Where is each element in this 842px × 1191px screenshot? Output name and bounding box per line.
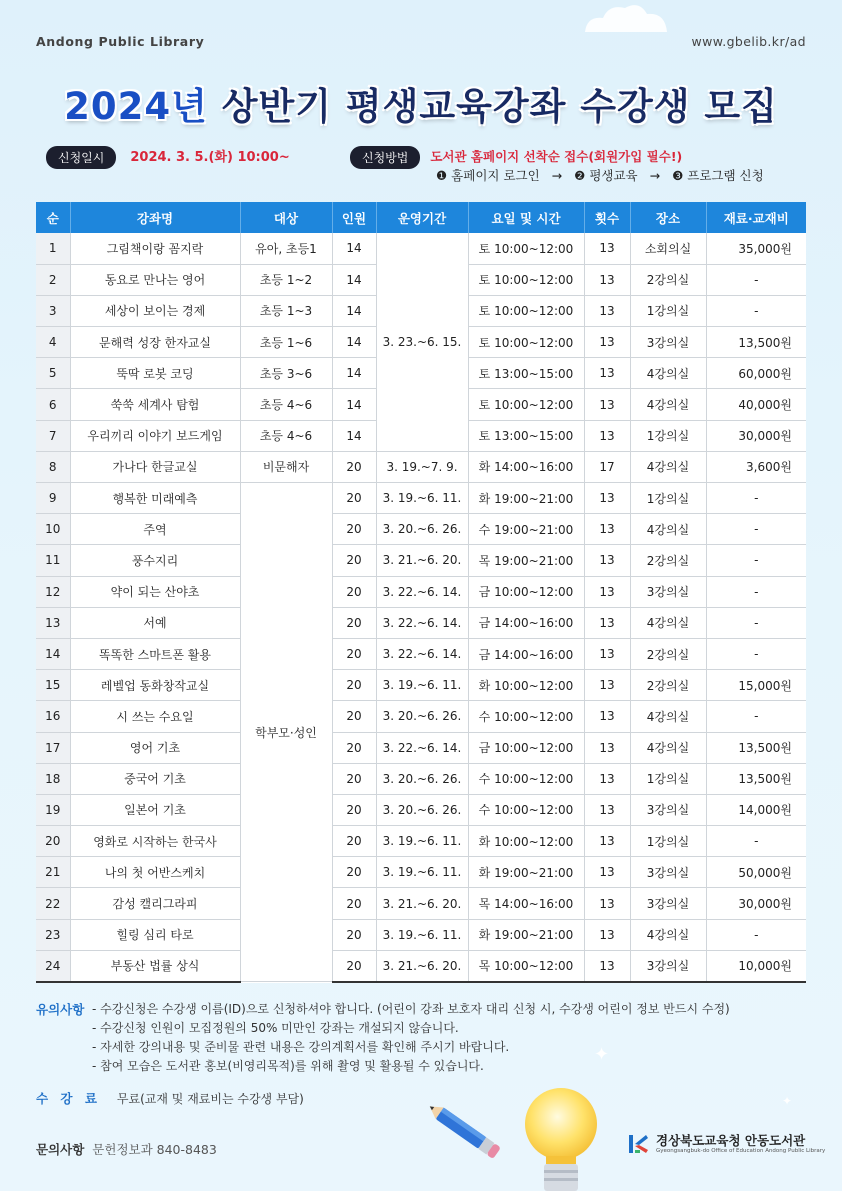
cell-count: 13 <box>584 607 630 638</box>
cell-period: 3. 21.~6. 20. <box>376 888 468 919</box>
cell-fee: - <box>706 483 806 514</box>
table-row <box>36 607 806 638</box>
table-row <box>36 514 806 545</box>
cell-place: 소회의실 <box>630 233 706 264</box>
website-url[interactable]: www.gbelib.kr/ad <box>691 34 806 49</box>
cell-period: 3. 22.~6. 14. <box>376 732 468 763</box>
cell-course-name: 나의 첫 어반스케치 <box>70 857 240 888</box>
cell-no: 20 <box>36 826 70 857</box>
table-row <box>36 794 806 825</box>
header-capacity: 인원 <box>332 202 376 233</box>
cell-target: 초등 1~6 <box>240 327 332 358</box>
cell-count: 13 <box>584 327 630 358</box>
cell-course-name: 풍수지리 <box>70 545 240 576</box>
cell-capacity: 20 <box>332 732 376 763</box>
arrow-icon: → <box>649 168 661 183</box>
cell-period: 3. 22.~6. 14. <box>376 638 468 669</box>
cell-count: 13 <box>584 670 630 701</box>
cell-fee: 13,500원 <box>706 732 806 763</box>
header-name: 강좌명 <box>70 202 240 233</box>
cell-target: 비문해자 <box>240 451 332 482</box>
cell-time: 토 10:00~12:00 <box>468 327 584 358</box>
cell-fee: - <box>706 545 806 576</box>
cell-target: 초등 1~2 <box>240 264 332 295</box>
table-row <box>36 451 806 482</box>
cell-period: 3. 22.~6. 14. <box>376 576 468 607</box>
cell-course-name: 문해력 성장 한자교실 <box>70 327 240 358</box>
table-row <box>36 857 806 888</box>
cell-count: 13 <box>584 576 630 607</box>
cell-capacity: 20 <box>332 763 376 794</box>
cell-capacity: 20 <box>332 638 376 669</box>
step-3: ❸ 프로그램 신청 <box>672 168 764 183</box>
cell-count: 13 <box>584 264 630 295</box>
cell-place: 3강의실 <box>630 888 706 919</box>
cell-time: 화 19:00~21:00 <box>468 483 584 514</box>
note-item: - 수강신청 인원이 모집정원의 50% 미만인 강좌는 개설되지 않습니다. <box>92 1021 459 1035</box>
cell-target: 초등 4~6 <box>240 420 332 451</box>
cell-count: 13 <box>584 233 630 264</box>
cell-count: 13 <box>584 483 630 514</box>
cell-capacity: 20 <box>332 607 376 638</box>
library-logo-icon <box>626 1132 650 1156</box>
cell-count: 13 <box>584 514 630 545</box>
table-row <box>36 950 806 981</box>
cell-capacity: 20 <box>332 826 376 857</box>
cell-period: 3. 20.~6. 26. <box>376 794 468 825</box>
cell-count: 13 <box>584 888 630 919</box>
cell-fee: 30,000원 <box>706 888 806 919</box>
cell-capacity: 20 <box>332 888 376 919</box>
pencil-icon <box>420 1096 510 1166</box>
cell-time: 목 10:00~12:00 <box>468 950 584 981</box>
contact-label: 문의사항 <box>36 1142 85 1157</box>
cell-count: 13 <box>584 950 630 981</box>
cell-course-name: 영어 기초 <box>70 732 240 763</box>
cell-no: 23 <box>36 919 70 950</box>
sparkle-icon: ✦ <box>594 1044 610 1065</box>
cell-capacity: 20 <box>332 545 376 576</box>
cell-course-name: 서예 <box>70 607 240 638</box>
cell-time: 금 14:00~16:00 <box>468 607 584 638</box>
cell-time: 토 10:00~12:00 <box>468 233 584 264</box>
cell-count: 13 <box>584 701 630 732</box>
cell-period: 3. 22.~6. 14. <box>376 607 468 638</box>
cell-period: 3. 19.~6. 11. <box>376 857 468 888</box>
cloud-decoration <box>575 0 675 32</box>
table-row <box>36 701 806 732</box>
cell-fee: 15,000원 <box>706 670 806 701</box>
cell-capacity: 20 <box>332 483 376 514</box>
cell-no: 9 <box>36 483 70 514</box>
cell-no: 2 <box>36 264 70 295</box>
cell-period: 3. 20.~6. 26. <box>376 701 468 732</box>
table-row <box>36 888 806 919</box>
cell-course-name: 부동산 법률 상식 <box>70 950 240 981</box>
cell-no: 17 <box>36 732 70 763</box>
table-row <box>36 763 806 794</box>
cell-course-name: 쑥쑥 세계사 탐험 <box>70 389 240 420</box>
cell-course-name: 뚝딱 로봇 코딩 <box>70 358 240 389</box>
cell-no: 13 <box>36 607 70 638</box>
cell-time: 수 10:00~12:00 <box>468 794 584 825</box>
cell-time: 목 14:00~16:00 <box>468 888 584 919</box>
cell-place: 1강의실 <box>630 483 706 514</box>
cell-capacity: 20 <box>332 919 376 950</box>
cell-place: 3강의실 <box>630 950 706 981</box>
cell-fee: 40,000원 <box>706 389 806 420</box>
cell-count: 13 <box>584 545 630 576</box>
cell-place: 3강의실 <box>630 327 706 358</box>
cell-period: 3. 19.~7. 9. <box>376 451 468 482</box>
cell-period: 3. 19.~6. 11. <box>376 483 468 514</box>
cell-time: 토 10:00~12:00 <box>468 295 584 326</box>
step-1: ❶ 홈페이지 로그인 <box>436 168 540 183</box>
header-place: 장소 <box>630 202 706 233</box>
cell-fee: - <box>706 514 806 545</box>
cell-course-name: 행복한 미래예측 <box>70 483 240 514</box>
cell-capacity: 14 <box>332 233 376 264</box>
cell-place: 3강의실 <box>630 857 706 888</box>
table-header-row <box>36 202 806 233</box>
cell-time: 화 19:00~21:00 <box>468 857 584 888</box>
table-row <box>36 919 806 950</box>
cell-target: 초등 4~6 <box>240 389 332 420</box>
cell-place: 2강의실 <box>630 264 706 295</box>
cell-period: 3. 19.~6. 11. <box>376 670 468 701</box>
cell-place: 1강의실 <box>630 295 706 326</box>
cell-count: 13 <box>584 794 630 825</box>
cell-time: 토 13:00~15:00 <box>468 420 584 451</box>
fee-info <box>36 1089 304 1107</box>
method-label: 신청방법 <box>350 146 420 169</box>
cell-course-name: 그림책이랑 꼼지락 <box>70 233 240 264</box>
cell-no: 6 <box>36 389 70 420</box>
application-date <box>46 146 290 169</box>
cell-target-group: 학부모·성인 <box>240 483 332 982</box>
cell-fee: - <box>706 701 806 732</box>
arrow-icon: → <box>551 168 563 183</box>
cell-no: 19 <box>36 794 70 825</box>
cell-count: 13 <box>584 638 630 669</box>
cell-time: 수 10:00~12:00 <box>468 701 584 732</box>
cell-course-name: 똑똑한 스마트폰 활용 <box>70 638 240 669</box>
header-no: 순 <box>36 202 70 233</box>
cell-fee: 30,000원 <box>706 420 806 451</box>
cell-time: 목 19:00~21:00 <box>468 545 584 576</box>
cell-place: 1강의실 <box>630 826 706 857</box>
library-name: 경상북도교육청 안동도서관 <box>656 1133 806 1148</box>
cell-count: 13 <box>584 763 630 794</box>
cell-time: 화 14:00~16:00 <box>468 451 584 482</box>
org-name: Andong Public Library <box>36 34 205 49</box>
cell-place: 2강의실 <box>630 638 706 669</box>
top-bar <box>36 34 806 52</box>
table-row <box>36 732 806 763</box>
cell-capacity: 14 <box>332 389 376 420</box>
table-row <box>36 670 806 701</box>
cell-course-name: 세상이 보이는 경제 <box>70 295 240 326</box>
cell-course-name: 시 쓰는 수요일 <box>70 701 240 732</box>
cell-course-name: 동요로 만나는 영어 <box>70 264 240 295</box>
cell-no: 14 <box>36 638 70 669</box>
cell-period: 3. 21.~6. 20. <box>376 545 468 576</box>
cell-fee: 14,000원 <box>706 794 806 825</box>
cell-place: 4강의실 <box>630 514 706 545</box>
cell-no: 1 <box>36 233 70 264</box>
library-name-en: Gyeongsangbuk-do Office of Education Andong Public Library <box>656 1148 826 1154</box>
cell-period-group: 3. 23.~6. 15. <box>376 233 468 451</box>
cell-count: 17 <box>584 451 630 482</box>
cell-capacity: 20 <box>332 576 376 607</box>
cell-course-name: 중국어 기초 <box>70 763 240 794</box>
cell-capacity: 20 <box>332 451 376 482</box>
cell-fee: - <box>706 576 806 607</box>
cell-period: 3. 19.~6. 11. <box>376 919 468 950</box>
header-target: 대상 <box>240 202 332 233</box>
cell-no: 10 <box>36 514 70 545</box>
cell-course-name: 일본어 기초 <box>70 794 240 825</box>
table-row <box>36 638 806 669</box>
cell-time: 수 10:00~12:00 <box>468 763 584 794</box>
cell-no: 11 <box>36 545 70 576</box>
cell-place: 4강의실 <box>630 607 706 638</box>
notes-label: 유의사항 <box>36 1002 85 1017</box>
cell-course-name: 주역 <box>70 514 240 545</box>
cell-period: 3. 21.~6. 20. <box>376 950 468 981</box>
header-fee: 재료·교재비 <box>706 202 806 233</box>
cell-count: 13 <box>584 389 630 420</box>
note-item: - 참여 모습은 도서관 홍보(비영리목적)를 위해 촬영 및 활용될 수 있습니다. <box>92 1059 484 1073</box>
cell-capacity: 20 <box>332 950 376 981</box>
header-time: 요일 및 시간 <box>468 202 584 233</box>
cell-fee: - <box>706 607 806 638</box>
title-year: 2024년 <box>64 85 208 128</box>
cell-time: 금 10:00~12:00 <box>468 576 584 607</box>
cell-count: 13 <box>584 358 630 389</box>
cell-count: 13 <box>584 295 630 326</box>
cell-fee: 10,000원 <box>706 950 806 981</box>
header-count: 횟수 <box>584 202 630 233</box>
cell-count: 13 <box>584 732 630 763</box>
cell-no: 18 <box>36 763 70 794</box>
cell-time: 금 14:00~16:00 <box>468 638 584 669</box>
cell-fee: 60,000원 <box>706 358 806 389</box>
cell-no: 24 <box>36 950 70 981</box>
cell-fee: 35,000원 <box>706 233 806 264</box>
note-item: - 수강신청은 수강생 이름(ID)으로 신청하셔야 합니다. (어린이 강좌 보호자 대리 신청 시, 수강생 어린이 정보 반드시 수정) <box>92 1002 730 1016</box>
cell-fee: - <box>706 826 806 857</box>
cell-no: 4 <box>36 327 70 358</box>
table-row <box>36 233 806 264</box>
cell-time: 금 10:00~12:00 <box>468 732 584 763</box>
cell-capacity: 14 <box>332 295 376 326</box>
cell-target: 유아, 초등1 <box>240 233 332 264</box>
notes-list <box>92 1000 730 1076</box>
cell-place: 4강의실 <box>630 919 706 950</box>
fee-label: 수 강 료 <box>36 1091 101 1106</box>
table-row <box>36 826 806 857</box>
application-steps <box>436 166 764 184</box>
cell-no: 5 <box>36 358 70 389</box>
cell-fee: 13,500원 <box>706 327 806 358</box>
cell-course-name: 레벨업 동화창작교실 <box>70 670 240 701</box>
header-period: 운영기간 <box>376 202 468 233</box>
cell-capacity: 14 <box>332 264 376 295</box>
contact-value: 문헌정보과 840-8483 <box>92 1142 217 1157</box>
cell-place: 4강의실 <box>630 732 706 763</box>
date-label: 신청일시 <box>46 146 116 169</box>
cell-no: 3 <box>36 295 70 326</box>
method-value: 도서관 홈페이지 선착순 접수(회원가입 필수!) <box>430 149 683 164</box>
cell-place: 1강의실 <box>630 420 706 451</box>
note-item: - 자세한 강의내용 및 준비물 관련 내용은 강의계획서를 확인해 주시기 바랍니다. <box>92 1040 510 1054</box>
cell-no: 22 <box>36 888 70 919</box>
cell-time: 수 19:00~21:00 <box>468 514 584 545</box>
cell-course-name: 감성 캘리그라피 <box>70 888 240 919</box>
cell-no: 15 <box>36 670 70 701</box>
cell-time: 토 10:00~12:00 <box>468 389 584 420</box>
cell-capacity: 14 <box>332 358 376 389</box>
cell-fee: - <box>706 295 806 326</box>
cell-capacity: 14 <box>332 420 376 451</box>
cell-time: 토 10:00~12:00 <box>468 264 584 295</box>
cell-place: 2강의실 <box>630 670 706 701</box>
cell-place: 4강의실 <box>630 451 706 482</box>
cell-period: 3. 19.~6. 11. <box>376 826 468 857</box>
cell-fee: - <box>706 919 806 950</box>
cell-fee: 3,600원 <box>706 451 806 482</box>
table-row <box>36 483 806 514</box>
cell-time: 화 10:00~12:00 <box>468 826 584 857</box>
cell-fee: - <box>706 264 806 295</box>
cell-place: 3강의실 <box>630 794 706 825</box>
cell-fee: - <box>706 638 806 669</box>
cell-time: 화 19:00~21:00 <box>468 919 584 950</box>
cell-fee: 50,000원 <box>706 857 806 888</box>
cell-time: 화 10:00~12:00 <box>468 670 584 701</box>
cell-capacity: 20 <box>332 857 376 888</box>
cell-no: 16 <box>36 701 70 732</box>
cell-no: 7 <box>36 420 70 451</box>
page-title <box>0 76 842 130</box>
sparkle-icon: ✦ <box>782 1094 793 1108</box>
cell-place: 2강의실 <box>630 545 706 576</box>
cell-capacity: 20 <box>332 701 376 732</box>
cell-place: 4강의실 <box>630 358 706 389</box>
cell-capacity: 20 <box>332 670 376 701</box>
table-row <box>36 576 806 607</box>
course-table <box>36 202 806 983</box>
cell-course-name: 약이 되는 산야초 <box>70 576 240 607</box>
cell-target: 초등 1~3 <box>240 295 332 326</box>
table-row <box>36 545 806 576</box>
contact-info <box>36 1140 217 1158</box>
cell-count: 13 <box>584 919 630 950</box>
cell-period: 3. 20.~6. 26. <box>376 763 468 794</box>
cell-place: 4강의실 <box>630 701 706 732</box>
cell-course-name: 영화로 시작하는 한국사 <box>70 826 240 857</box>
cell-no: 21 <box>36 857 70 888</box>
cell-place: 4강의실 <box>630 389 706 420</box>
cell-count: 13 <box>584 826 630 857</box>
cell-time: 토 13:00~15:00 <box>468 358 584 389</box>
cell-count: 13 <box>584 420 630 451</box>
date-value: 2024. 3. 5.(화) 10:00~ <box>130 150 290 165</box>
step-2: ❷ 평생교육 <box>574 168 638 183</box>
cell-no: 12 <box>36 576 70 607</box>
fee-value: 무료(교재 및 재료비는 수강생 부담) <box>116 1092 304 1106</box>
cell-place: 3강의실 <box>630 576 706 607</box>
cell-capacity: 20 <box>332 794 376 825</box>
light-bulb-icon <box>516 1080 606 1191</box>
cell-capacity: 14 <box>332 327 376 358</box>
cell-course-name: 가나다 한글교실 <box>70 451 240 482</box>
title-text: 상반기 평생교육강좌 수강생 모집 <box>207 85 778 128</box>
cell-course-name: 우리끼리 이야기 보드게임 <box>70 420 240 451</box>
cell-place: 1강의실 <box>630 763 706 794</box>
cell-no: 8 <box>36 451 70 482</box>
library-logo <box>626 1130 826 1160</box>
cell-period: 3. 20.~6. 26. <box>376 514 468 545</box>
cell-target: 초등 3~6 <box>240 358 332 389</box>
cell-course-name: 힐링 심리 타로 <box>70 919 240 950</box>
cell-fee: 13,500원 <box>706 763 806 794</box>
cell-capacity: 20 <box>332 514 376 545</box>
cell-count: 13 <box>584 857 630 888</box>
